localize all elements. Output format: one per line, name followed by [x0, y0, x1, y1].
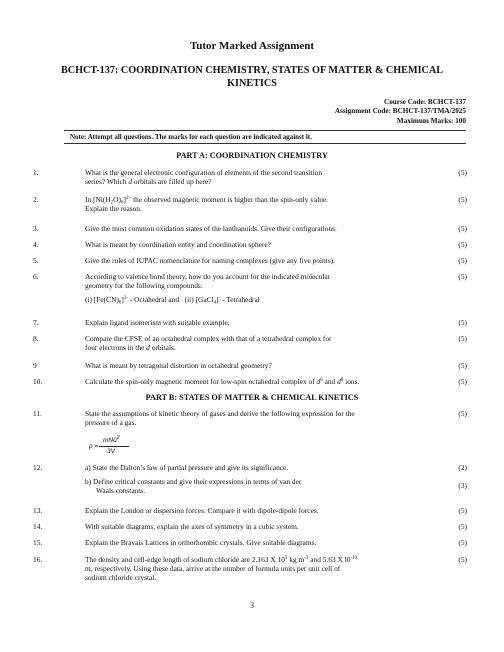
formula-lhs: p = [89, 443, 99, 450]
question-9 [33, 361, 467, 370]
question-marks: (5) [458, 522, 467, 531]
question-marks: (2) [458, 463, 467, 472]
question-text: Explain ligand isomerism with suitable example. [85, 318, 230, 327]
question-text: Explain the Bravais Lattices in orthorhombic crystals. Give suitable diagrams. [85, 538, 317, 547]
question-number: 8. [33, 334, 39, 343]
question-marks: (3) [458, 481, 467, 490]
fraction-bar [99, 446, 129, 447]
question-11 [33, 409, 467, 427]
question-7 [33, 318, 467, 327]
question-marks: (5) [458, 377, 467, 386]
question-marks: (5) [458, 361, 467, 370]
compound-list: (i) $[Fe(CN)_6]^{3-}$ - Octahedral and (ii) [GaCl$_4$]- - Tetrahedral [85, 295, 260, 306]
question-text: In $[Ni(H_2O)_6]^{2+}$ the observed magnetic moment is higher than the spin-only value. Explain the reason. [85, 195, 329, 214]
page-number: 3 [250, 601, 254, 610]
max-marks: Maximum Marks: 100 [396, 116, 466, 125]
question-number: 2. [33, 195, 39, 204]
instructions-note: Note: Attempt all questions. The marks for each question are indicated against it. [70, 133, 312, 141]
question-marks: (5) [458, 555, 467, 564]
divider-top [64, 130, 466, 131]
part-b-heading: PART B: STATES OF MATTER & CHEMICAL KINETICS [145, 393, 359, 402]
question-marks: (5) [458, 195, 467, 204]
question-12a [85, 463, 467, 472]
question-number: 14. [33, 522, 43, 531]
question-15 [33, 538, 467, 547]
question-number: 6. [33, 272, 39, 281]
question-3 [33, 224, 467, 233]
question-number: 9 [33, 361, 37, 370]
question-marks: (5) [458, 318, 467, 327]
question-10 [33, 377, 467, 386]
question-14 [33, 522, 467, 531]
question-marks: (5) [458, 272, 467, 281]
question-number: 3. [33, 224, 39, 233]
question-text: Give the rules of IUPAC nomenclature for naming complexes (give any five points). [85, 256, 335, 265]
question-number: 1. [33, 168, 39, 177]
question-12b [85, 477, 467, 495]
question-text: Compare the CFSE of an octahedral complex with that of a tetrahedral complex for four electrons in the d orbitals. [85, 334, 332, 353]
question-text: What is meant by tetragonal distortion in octahedral geometry? [85, 361, 272, 370]
assignment-code: Assignment Code: BCHCT-137/TMA/2025 [334, 107, 466, 116]
question-13 [33, 506, 467, 515]
question-number: 4. [33, 240, 39, 249]
question-number: 5. [33, 256, 39, 265]
assignment-title: Tutor Marked Assignment [189, 40, 315, 52]
question-5 [33, 256, 467, 265]
question-text: What is meant by coordination entity and coordination sphere? [85, 240, 271, 249]
question-text: With suitable diagrams, explain the axes of symmetry in a cubic system. [85, 522, 299, 531]
question-number: 11. [33, 409, 42, 418]
question-text: The density and cell-edge length of sodium chloride are 2.163 X $10^3$ kg $m^{-3}$ and 5.63 X $l0^{-10}$ m, respectively. Using these data, arrive at the number of formula units per unit cell of sodium chloride crystal. [85, 555, 358, 583]
question-4 [33, 240, 467, 249]
question-2 [33, 195, 467, 213]
question-text: What is the general electronic configuration of elements of the second transition series? Which d orbitals are filled up here? [85, 168, 323, 187]
question-number: 16. [33, 555, 43, 564]
question-1 [33, 168, 467, 186]
sub-question-text: b) Define critical constants and give their expressions in terms of van der Waals constants. [85, 477, 302, 496]
question-number: 15. [33, 538, 43, 547]
question-marks: (5) [458, 409, 467, 418]
question-marks: (5) [458, 538, 467, 547]
pressure-formula [89, 437, 139, 459]
part-a-heading: PART A: COORDINATION CHEMISTRY [176, 151, 328, 160]
course-subtitle: BCHCT-137: COORDINATION CHEMISTRY, STATES OF MATTER & CHEMICAL KINETICS [60, 65, 444, 89]
question-6 [33, 272, 467, 304]
question-text: Explain the London or dispersion forces. Compare it with dipole-dipole forces. [85, 506, 319, 515]
question-number: 10. [33, 377, 43, 386]
formula-denominator: 3V [107, 448, 115, 455]
divider-bottom [64, 143, 466, 144]
question-marks: (5) [458, 256, 467, 265]
question-number: 13. [33, 506, 43, 515]
question-marks: (5) [458, 240, 467, 249]
course-info [335, 98, 466, 126]
question-text: Calculate the spin-only magnetic moment for low-spin octahedral complex of $d^6$ and $d^8$ ions. [85, 377, 360, 386]
question-marks: (5) [458, 334, 467, 343]
question-marks: (5) [458, 168, 467, 177]
formula-numerator: mNū$^2$ [103, 435, 120, 444]
question-text: State the assumptions of kinetic theory of gases and derive the following expression for the pressure of a gas. [85, 409, 355, 428]
question-8 [33, 334, 467, 352]
course-code: Course Code: BCHCT-137 [384, 98, 466, 106]
question-text: Give the most common oxidation states of the lanthanoids. Give their configurations. [85, 224, 337, 233]
question-text: According to valence bond theory, how do you account for the indicated molecular geometry for the following compounds: (i) $[Fe(CN)_6]^{3-}$ - Octahedral and (ii) [GaCl$_4$]- - Tetrahedral [85, 272, 433, 304]
question-16 [33, 555, 467, 582]
question-number: 12. [33, 463, 43, 472]
question-marks: (5) [458, 506, 467, 515]
question-marks: (5) [458, 224, 467, 233]
sub-question-text: a) State the Dalton’s law of partial pressure and give its significance. [85, 463, 289, 472]
question-number: 7. [33, 318, 39, 327]
